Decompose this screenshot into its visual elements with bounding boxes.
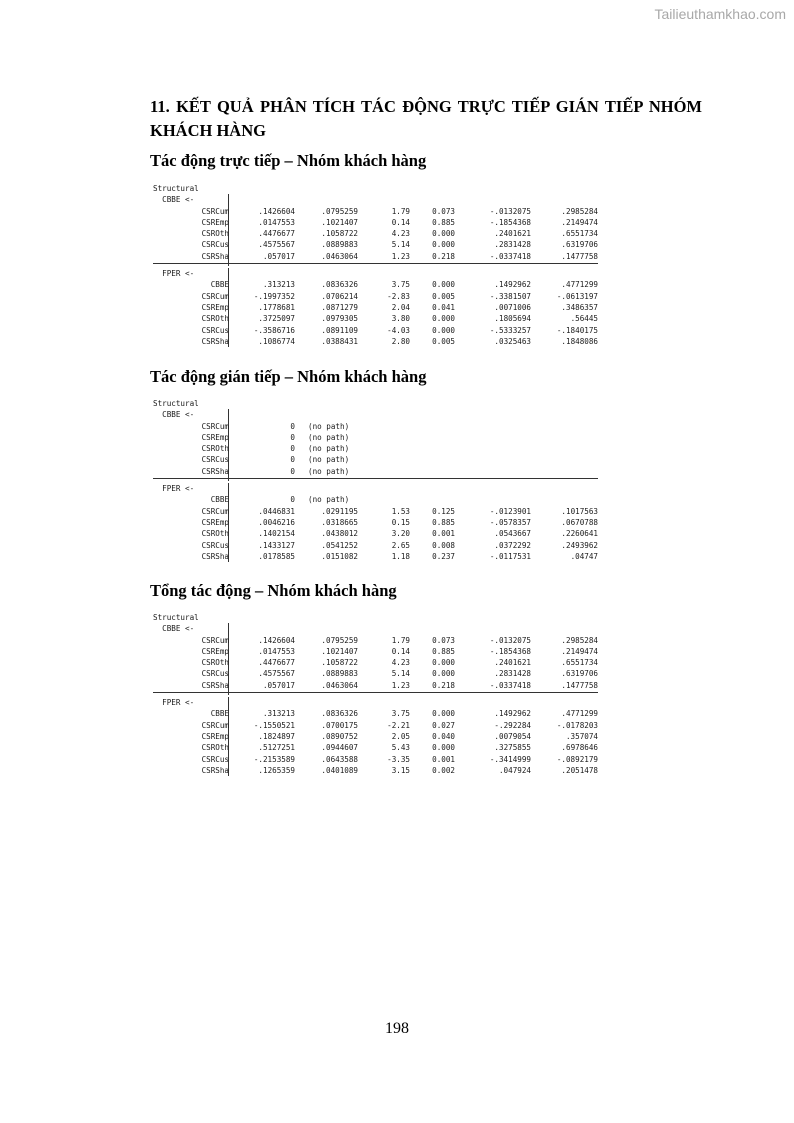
- table-cell: 0.001: [432, 754, 455, 764]
- structural-label: Structural: [153, 399, 199, 408]
- table-cell: .1086774: [258, 336, 295, 346]
- row-label: CSRCum: [201, 206, 229, 216]
- table-cell: -.292284: [494, 720, 531, 730]
- table-cell: 0.001: [432, 529, 455, 539]
- equation-label-text: FPER <-: [153, 698, 195, 708]
- table-cell: 0.073: [432, 206, 455, 216]
- equation-block: [153, 268, 598, 347]
- table-cell: 0.885: [432, 646, 455, 656]
- table-cell: .1824897: [258, 731, 295, 741]
- table-cell: .2831428: [494, 240, 531, 250]
- table-row: [153, 325, 598, 336]
- table-row: [153, 251, 598, 262]
- table-cell: .0071006: [494, 302, 531, 312]
- table-cell: .2149474: [561, 646, 598, 656]
- row-label: CSRSha: [201, 251, 229, 261]
- table-row: [153, 206, 598, 217]
- table-cell: .4476677: [258, 229, 295, 239]
- table-cell: -.1997352: [253, 291, 295, 301]
- table-cell: 1.53: [391, 506, 410, 516]
- table-cell: .6551734: [561, 658, 598, 668]
- table-cell: -.0613197: [556, 291, 598, 301]
- table-cell: -2.83: [387, 291, 410, 301]
- table-cell: .0890752: [321, 731, 358, 741]
- row-label: CSROth: [201, 444, 229, 454]
- table-cell: .047924: [498, 765, 531, 775]
- table-cell: .1058722: [321, 229, 358, 239]
- table-cell: -.0132075: [489, 206, 531, 216]
- table-row: [153, 742, 598, 753]
- equation-block: [153, 623, 598, 691]
- equation-block: [153, 194, 598, 262]
- table-row: [153, 443, 598, 454]
- stata-table-indirect: [153, 398, 598, 562]
- table-cell: 1.79: [391, 635, 410, 645]
- table-cell: 0.000: [432, 669, 455, 679]
- table-cell: 5.14: [391, 669, 410, 679]
- table-row: [153, 765, 598, 776]
- row-label: CSRCum: [201, 506, 229, 516]
- no-path-note: (no path): [308, 444, 350, 454]
- table-cell: .0889883: [321, 240, 358, 250]
- no-path-note: (no path): [308, 466, 350, 476]
- table-cell: .1021407: [321, 646, 358, 656]
- table-cell: .0079054: [494, 731, 531, 741]
- table-cell: .4575567: [258, 240, 295, 250]
- row-label: CBBE: [210, 280, 229, 290]
- table-cell: 0: [290, 444, 295, 454]
- table-cell: .4771299: [561, 280, 598, 290]
- table-cell: -2.21: [387, 720, 410, 730]
- row-label: CSRSha: [201, 765, 229, 775]
- table-row: [153, 239, 598, 250]
- rule-cross: [228, 478, 229, 481]
- table-cell: .0147553: [258, 217, 295, 227]
- table-cell: 5.14: [391, 240, 410, 250]
- table-cell: 0.218: [432, 251, 455, 261]
- page-heading: 11. KẾT QUẢ PHÂN TÍCH TÁC ĐỘNG TRỰC TIẾP GIÁN TIẾP NHÓM KHÁCH HÀNG: [150, 97, 702, 140]
- table-cell: 0.073: [432, 635, 455, 645]
- table-cell: -.1854368: [489, 646, 531, 656]
- table-cell: .0151082: [321, 551, 358, 561]
- row-label: CSRCus: [201, 240, 229, 250]
- table-cell: -.0337418: [489, 680, 531, 690]
- table-cell: 1.23: [391, 251, 410, 261]
- table-row: [153, 731, 598, 742]
- table-cell: 3.75: [391, 709, 410, 719]
- table-cell: .56445: [570, 314, 598, 324]
- table-cell: 2.05: [391, 731, 410, 741]
- row-label: CBBE: [210, 495, 229, 505]
- table-row: [153, 540, 598, 551]
- table-cell: .1017563: [561, 506, 598, 516]
- table-cell: .1492962: [494, 709, 531, 719]
- table-cell: 0.000: [432, 240, 455, 250]
- table-cell: .057017: [262, 680, 295, 690]
- table-row: [153, 668, 598, 679]
- table-cell: 0.000: [432, 325, 455, 335]
- table-cell: 2.04: [391, 302, 410, 312]
- table-cell: .0889883: [321, 669, 358, 679]
- table-cell: .0795259: [321, 635, 358, 645]
- table-cell: .6319706: [561, 669, 598, 679]
- table-row: [153, 517, 598, 528]
- rule-cross: [228, 263, 229, 266]
- row-label: CSROth: [201, 529, 229, 539]
- table-cell: -.1550521: [253, 720, 295, 730]
- row-label: CSRCum: [201, 635, 229, 645]
- table-cell: .2401621: [494, 658, 531, 668]
- table-cell: -.2153589: [253, 754, 295, 764]
- row-label: CSRCum: [201, 720, 229, 730]
- table-cell: -.0123901: [489, 506, 531, 516]
- table-cell: .1426604: [258, 206, 295, 216]
- table-row: [153, 720, 598, 731]
- table-row: [153, 657, 598, 668]
- table-cell: .2260641: [561, 529, 598, 539]
- equation-block: [153, 483, 598, 562]
- table-cell: .0291195: [321, 506, 358, 516]
- table-row: [153, 313, 598, 324]
- row-label: CSRCus: [201, 455, 229, 465]
- table-cell: -.0117531: [489, 551, 531, 561]
- table-cell: .357074: [565, 731, 598, 741]
- table-row: [153, 228, 598, 239]
- row-label: CSRSha: [201, 466, 229, 476]
- equation-label-text: CBBE <-: [153, 410, 195, 420]
- table-cell: -.0178203: [556, 720, 598, 730]
- equation-label: [153, 268, 598, 279]
- table-row: [153, 635, 598, 646]
- table-cell: -.5333257: [489, 325, 531, 335]
- row-label: CSRCum: [201, 291, 229, 301]
- table-cell: .0463064: [321, 251, 358, 261]
- table-cell: 0.885: [432, 517, 455, 527]
- section-title-total: Tổng tác động – Nhóm khách hàng: [150, 581, 397, 600]
- table-cell: .313213: [262, 280, 295, 290]
- row-label: CSRCus: [201, 325, 229, 335]
- section-title-direct: Tác động trực tiếp – Nhóm khách hàng: [150, 151, 427, 170]
- table-row: [153, 291, 598, 302]
- table-cell: 0.005: [432, 336, 455, 346]
- table-cell: .4771299: [561, 709, 598, 719]
- table-cell: -.1840175: [556, 325, 598, 335]
- table-cell: .0706214: [321, 291, 358, 301]
- table-cell: .0979305: [321, 314, 358, 324]
- equation-block: [153, 409, 598, 477]
- table-cell: 3.75: [391, 280, 410, 290]
- table-cell: .1805694: [494, 314, 531, 324]
- table-cell: 0.15: [391, 517, 410, 527]
- table-cell: .1492962: [494, 280, 531, 290]
- table-cell: 4.23: [391, 658, 410, 668]
- equation-label: [153, 194, 598, 205]
- table-cell: 0.000: [432, 743, 455, 753]
- table-row: [153, 528, 598, 539]
- table-cell: 2.65: [391, 540, 410, 550]
- table-cell: .0446831: [258, 506, 295, 516]
- table-cell: .0541252: [321, 540, 358, 550]
- table-row: [153, 494, 598, 505]
- table-cell: .2985284: [561, 635, 598, 645]
- table-cell: 0.008: [432, 540, 455, 550]
- table-cell: -.3586716: [253, 325, 295, 335]
- table-cell: .0401089: [321, 765, 358, 775]
- table-cell: .0871279: [321, 302, 358, 312]
- table-cell: 0.14: [391, 646, 410, 656]
- table-cell: 0.002: [432, 765, 455, 775]
- table-cell: .6551734: [561, 229, 598, 239]
- table-cell: 0.000: [432, 658, 455, 668]
- equation-label: [153, 623, 598, 634]
- table-cell: 5.43: [391, 743, 410, 753]
- table-cell: .0836326: [321, 709, 358, 719]
- row-label: CSREmp: [201, 731, 229, 741]
- table-cell: 0.14: [391, 217, 410, 227]
- table-cell: .0325463: [494, 336, 531, 346]
- stata-table-total: [153, 612, 598, 776]
- row-label: CSRCus: [201, 669, 229, 679]
- table-cell: -.3414999: [489, 754, 531, 764]
- table-row: [153, 217, 598, 228]
- horizontal-rule: [153, 263, 598, 264]
- table-cell: .0438012: [321, 529, 358, 539]
- table-cell: 0: [290, 495, 295, 505]
- row-label: CSREmp: [201, 302, 229, 312]
- table-cell: 0.040: [432, 731, 455, 741]
- table-cell: .1265359: [258, 765, 295, 775]
- table-cell: .0178585: [258, 551, 295, 561]
- row-label: CSRCus: [201, 540, 229, 550]
- table-cell: .4476677: [258, 658, 295, 668]
- table-row: [153, 302, 598, 313]
- table-cell: 0.218: [432, 680, 455, 690]
- table-cell: 3.20: [391, 529, 410, 539]
- table-row: [153, 279, 598, 290]
- row-label: CSRSha: [201, 336, 229, 346]
- table-cell: -.3381507: [489, 291, 531, 301]
- table-cell: 0: [290, 466, 295, 476]
- table-cell: .3725097: [258, 314, 295, 324]
- table-cell: .0147553: [258, 646, 295, 656]
- rule-cross: [228, 692, 229, 695]
- table-cell: 4.23: [391, 229, 410, 239]
- table-cell: 0.237: [432, 551, 455, 561]
- equation-label-text: FPER <-: [153, 484, 195, 494]
- table-cell: -.0892179: [556, 754, 598, 764]
- row-label: CSRCum: [201, 421, 229, 431]
- table-cell: .5127251: [258, 743, 295, 753]
- table-cell: 3.80: [391, 314, 410, 324]
- table-row: [153, 336, 598, 347]
- horizontal-rule: [153, 692, 598, 693]
- equation-label-text: CBBE <-: [153, 195, 195, 205]
- table-cell: .2149474: [561, 217, 598, 227]
- row-label: CSRSha: [201, 551, 229, 561]
- table-cell: .2493962: [561, 540, 598, 550]
- table-cell: .6319706: [561, 240, 598, 250]
- table-cell: .0463064: [321, 680, 358, 690]
- table-cell: .1402154: [258, 529, 295, 539]
- table-cell: .0372292: [494, 540, 531, 550]
- table-cell: .1433127: [258, 540, 295, 550]
- table-row: [153, 421, 598, 432]
- table-row: [153, 754, 598, 765]
- table-cell: 0.005: [432, 291, 455, 301]
- table-cell: -.1854368: [489, 217, 531, 227]
- table-cell: .0046216: [258, 517, 295, 527]
- table-cell: .0670788: [561, 517, 598, 527]
- equation-label: [153, 483, 598, 494]
- table-cell: .0543667: [494, 529, 531, 539]
- table-cell: .2051478: [561, 765, 598, 775]
- table-cell: .0891109: [321, 325, 358, 335]
- table-cell: 0: [290, 432, 295, 442]
- no-path-note: (no path): [308, 432, 350, 442]
- table-cell: .1426604: [258, 635, 295, 645]
- table-cell: 0: [290, 421, 295, 431]
- table-cell: -.0337418: [489, 251, 531, 261]
- table-row: [153, 432, 598, 443]
- table-cell: 0.000: [432, 280, 455, 290]
- table-cell: 0.000: [432, 709, 455, 719]
- table-cell: .1021407: [321, 217, 358, 227]
- table-cell: .057017: [262, 251, 295, 261]
- table-cell: 0.000: [432, 314, 455, 324]
- no-path-note: (no path): [308, 455, 350, 465]
- equation-label: [153, 697, 598, 708]
- row-label: CBBE: [210, 709, 229, 719]
- structural-label: Structural: [153, 613, 199, 622]
- table-cell: .0643588: [321, 754, 358, 764]
- table-cell: 0.125: [432, 506, 455, 516]
- table-cell: .2985284: [561, 206, 598, 216]
- no-path-note: (no path): [308, 421, 350, 431]
- equation-block: [153, 697, 598, 776]
- table-cell: 3.15: [391, 765, 410, 775]
- equation-label-text: FPER <-: [153, 269, 195, 279]
- table-cell: .1058722: [321, 658, 358, 668]
- table-cell: -.0132075: [489, 635, 531, 645]
- table-cell: .313213: [262, 709, 295, 719]
- stata-table-direct: [153, 183, 598, 347]
- table-cell: .3486357: [561, 302, 598, 312]
- row-label: CSREmp: [201, 432, 229, 442]
- row-label: CSREmp: [201, 217, 229, 227]
- section-title-indirect: Tác động gián tiếp – Nhóm khách hàng: [150, 367, 427, 386]
- table-row: [153, 506, 598, 517]
- structural-label: Structural: [153, 184, 199, 193]
- table-cell: .3275855: [494, 743, 531, 753]
- table-cell: -4.03: [387, 325, 410, 335]
- row-label: CSRSha: [201, 680, 229, 690]
- row-label: CSREmp: [201, 517, 229, 527]
- table-cell: .1778681: [258, 302, 295, 312]
- equation-label: [153, 409, 598, 420]
- table-cell: .1477758: [561, 251, 598, 261]
- table-cell: .0388431: [321, 336, 358, 346]
- table-cell: .4575567: [258, 669, 295, 679]
- table-cell: .1848086: [561, 336, 598, 346]
- table-cell: .2401621: [494, 229, 531, 239]
- table-cell: .2831428: [494, 669, 531, 679]
- table-cell: 1.79: [391, 206, 410, 216]
- table-cell: 0.027: [432, 720, 455, 730]
- table-cell: 1.23: [391, 680, 410, 690]
- table-cell: .1477758: [561, 680, 598, 690]
- table-cell: 0.885: [432, 217, 455, 227]
- table-cell: .0318665: [321, 517, 358, 527]
- no-path-note: (no path): [308, 495, 350, 505]
- table-row: [153, 466, 598, 477]
- table-cell: -3.35: [387, 754, 410, 764]
- table-row: [153, 454, 598, 465]
- table-cell: .0836326: [321, 280, 358, 290]
- row-label: CSREmp: [201, 646, 229, 656]
- table-cell: 0: [290, 455, 295, 465]
- table-cell: -.0578357: [489, 517, 531, 527]
- table-cell: .0795259: [321, 206, 358, 216]
- table-row: [153, 551, 598, 562]
- row-label: CSROth: [201, 658, 229, 668]
- page-number: 198: [385, 1020, 409, 1037]
- table-cell: 1.18: [391, 551, 410, 561]
- table-cell: .6978646: [561, 743, 598, 753]
- row-label: CSROth: [201, 743, 229, 753]
- table-cell: 0.000: [432, 229, 455, 239]
- table-cell: .04747: [570, 551, 598, 561]
- table-row: [153, 708, 598, 719]
- watermark: Tailieuthamkhao.com: [654, 6, 786, 22]
- table-cell: .0944607: [321, 743, 358, 753]
- table-cell: 2.80: [391, 336, 410, 346]
- row-label: CSROth: [201, 229, 229, 239]
- horizontal-rule: [153, 478, 598, 479]
- row-label: CSRCus: [201, 754, 229, 764]
- row-label: CSROth: [201, 314, 229, 324]
- table-row: [153, 680, 598, 691]
- equation-label-text: CBBE <-: [153, 624, 195, 634]
- table-cell: 0.041: [432, 302, 455, 312]
- table-row: [153, 646, 598, 657]
- table-cell: .0700175: [321, 720, 358, 730]
